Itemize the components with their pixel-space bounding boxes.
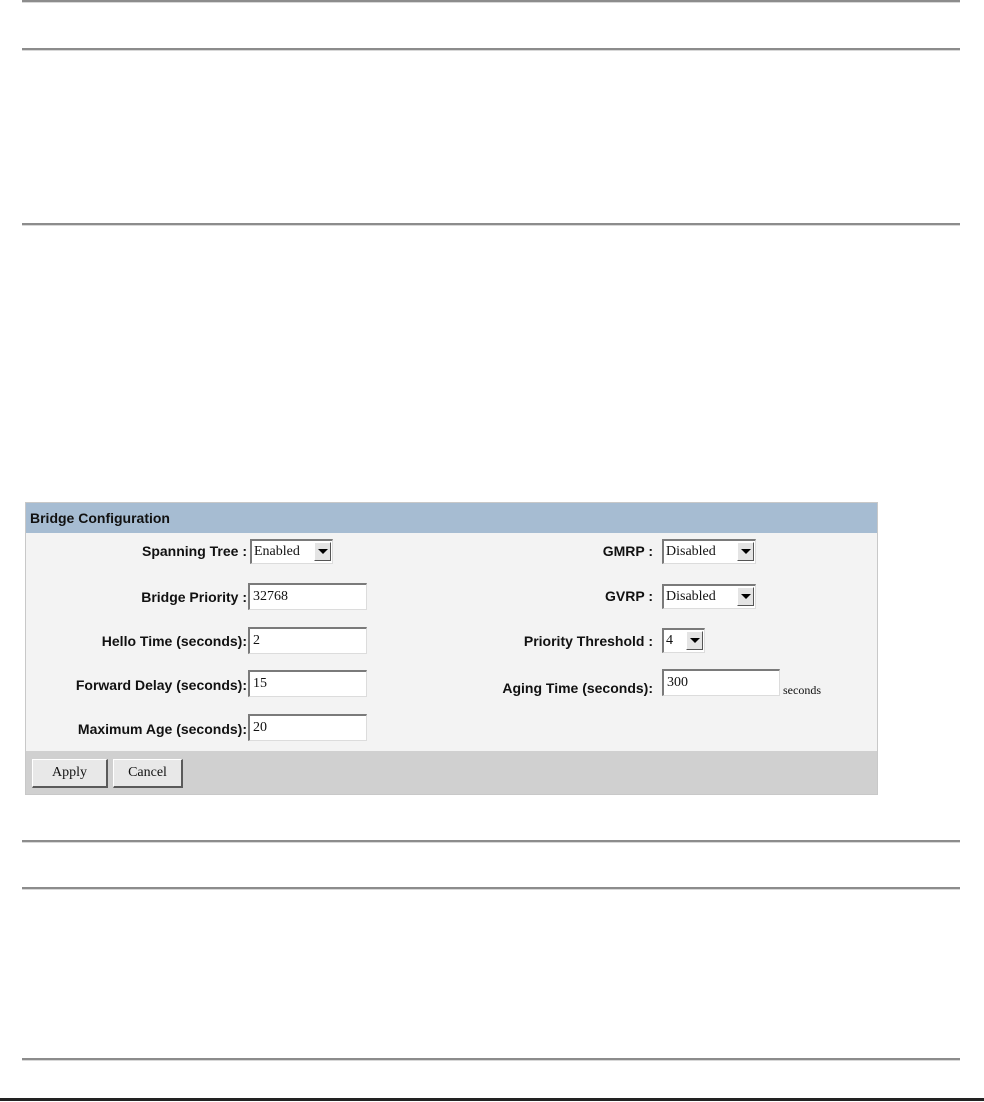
chevron-down-icon[interactable] xyxy=(737,542,754,561)
priority-threshold-value: 4 xyxy=(666,633,673,648)
gvrp-select[interactable] xyxy=(662,584,756,609)
maximum-age-label: Maximum Age (seconds): xyxy=(77,721,247,737)
panel-footer xyxy=(26,751,877,794)
apply-button[interactable]: Apply xyxy=(32,759,108,788)
aging-time-input[interactable]: 300 xyxy=(662,669,780,696)
bridge-priority-input[interactable]: 32768 xyxy=(248,583,367,610)
divider-4 xyxy=(22,840,960,843)
chevron-down-icon[interactable] xyxy=(686,631,703,650)
gmrp-select[interactable] xyxy=(662,539,756,564)
cancel-button[interactable]: Cancel xyxy=(113,759,183,788)
chevron-down-icon[interactable] xyxy=(737,587,754,606)
spanning-tree-label: Spanning Tree : xyxy=(141,543,247,559)
divider-6 xyxy=(22,1058,960,1061)
gvrp-label: GVRP : xyxy=(605,588,653,604)
hello-time-input[interactable]: 2 xyxy=(248,627,367,654)
forward-delay-input[interactable]: 15 xyxy=(248,670,367,697)
gmrp-label: GMRP : xyxy=(602,543,653,559)
hello-time-label: Hello Time (seconds): xyxy=(101,633,247,649)
panel-title: Bridge Configuration xyxy=(30,510,170,526)
panel-header xyxy=(26,503,877,533)
gmrp-value: Disabled xyxy=(666,544,716,559)
gvrp-value: Disabled xyxy=(666,589,716,604)
aging-time-label: Aging Time (seconds): xyxy=(502,680,653,696)
divider-3 xyxy=(22,223,960,226)
spanning-tree-select[interactable] xyxy=(250,539,333,564)
chevron-down-icon[interactable] xyxy=(314,542,331,561)
maximum-age-input[interactable]: 20 xyxy=(248,714,367,741)
priority-threshold-select[interactable] xyxy=(662,628,705,653)
divider-1 xyxy=(22,0,960,3)
forward-delay-label: Forward Delay (seconds): xyxy=(75,677,247,693)
divider-2 xyxy=(22,48,960,51)
divider-5 xyxy=(22,887,960,890)
spanning-tree-value: Enabled xyxy=(254,544,300,559)
bridge-configuration-panel xyxy=(25,502,878,795)
priority-threshold-label: Priority Threshold : xyxy=(523,633,653,649)
page-bottom-border xyxy=(0,1098,984,1101)
aging-time-unit: seconds xyxy=(783,683,821,697)
bridge-priority-label: Bridge Priority : xyxy=(141,589,247,605)
